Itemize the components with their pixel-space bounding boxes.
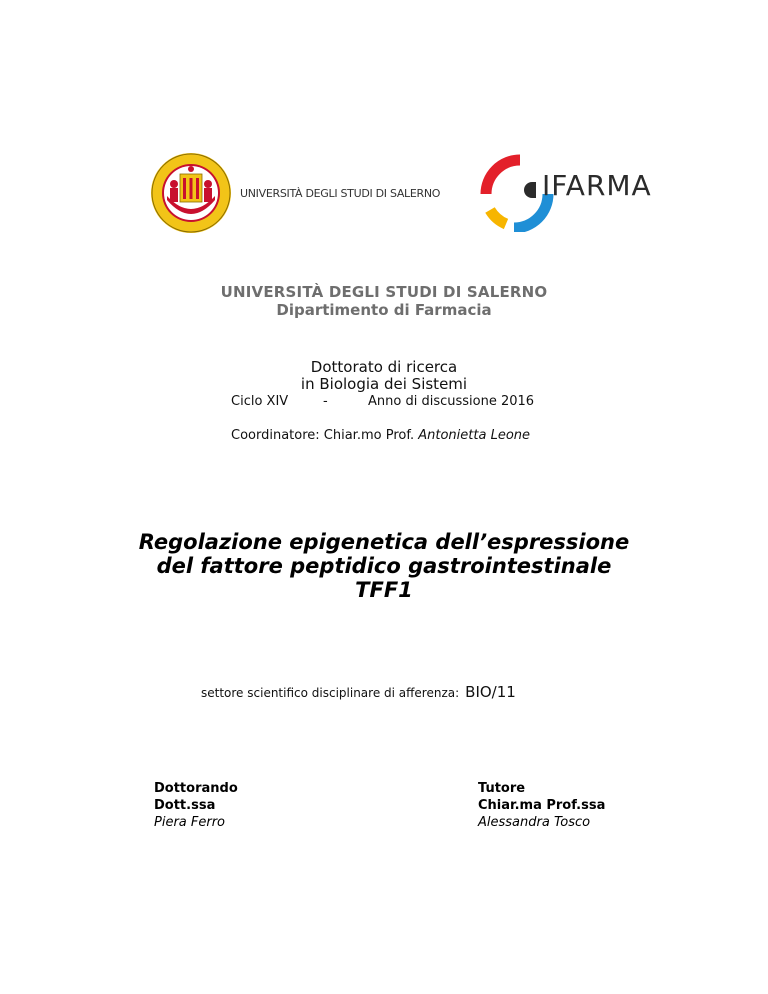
thesis-title-line-1: Regolazione epigenetica dell’espressione — [138, 530, 630, 554]
tutor-name: Alessandra Tosco — [478, 815, 591, 830]
student-role: Dottorando — [154, 781, 238, 796]
student-name: Piera Ferro — [154, 815, 226, 830]
department-name: Dipartimento di Farmacia — [276, 301, 492, 319]
discussion-year: Anno di discussione 2016 — [368, 394, 535, 409]
cycle-label: Ciclo XIV — [231, 394, 289, 409]
tutor-block — [478, 780, 605, 831]
tutor-role: Tutore — [478, 781, 526, 796]
doctorate-title: Dottorato di ricerca — [310, 358, 458, 376]
sector-label: settore scientifico disciplinare di afferenza: — [201, 686, 460, 700]
thesis-title-line-2: del fattore peptidico gastrointestinale — [156, 554, 612, 578]
thesis-title — [0, 530, 768, 602]
university-logo-text: UNIVERSITÀ DEGLI STUDI DI SALERNO — [240, 187, 441, 200]
student-title: Dott.ssa — [154, 798, 216, 813]
coordinator-name: Antonietta Leone — [418, 428, 531, 443]
coordinator-line — [231, 428, 530, 443]
cycle-separator: - — [323, 394, 328, 409]
scientific-sector — [201, 683, 516, 701]
tutor-title: Chiar.ma Prof.ssa — [478, 798, 606, 813]
student-block — [154, 780, 238, 831]
thesis-title-line-3: TFF1 — [355, 578, 413, 602]
difarma-logo-text: IFARMA — [542, 169, 652, 202]
doctorate-program: in Biologia dei Sistemi — [300, 375, 468, 393]
university-name: UNIVERSITÀ DEGLI STUDI DI SALERNO — [220, 283, 548, 301]
coordinator-label: Coordinatore: Chiar.mo Prof. — [231, 428, 415, 443]
university-seal-logo — [150, 152, 232, 234]
sector-code: BIO/11 — [465, 683, 516, 701]
